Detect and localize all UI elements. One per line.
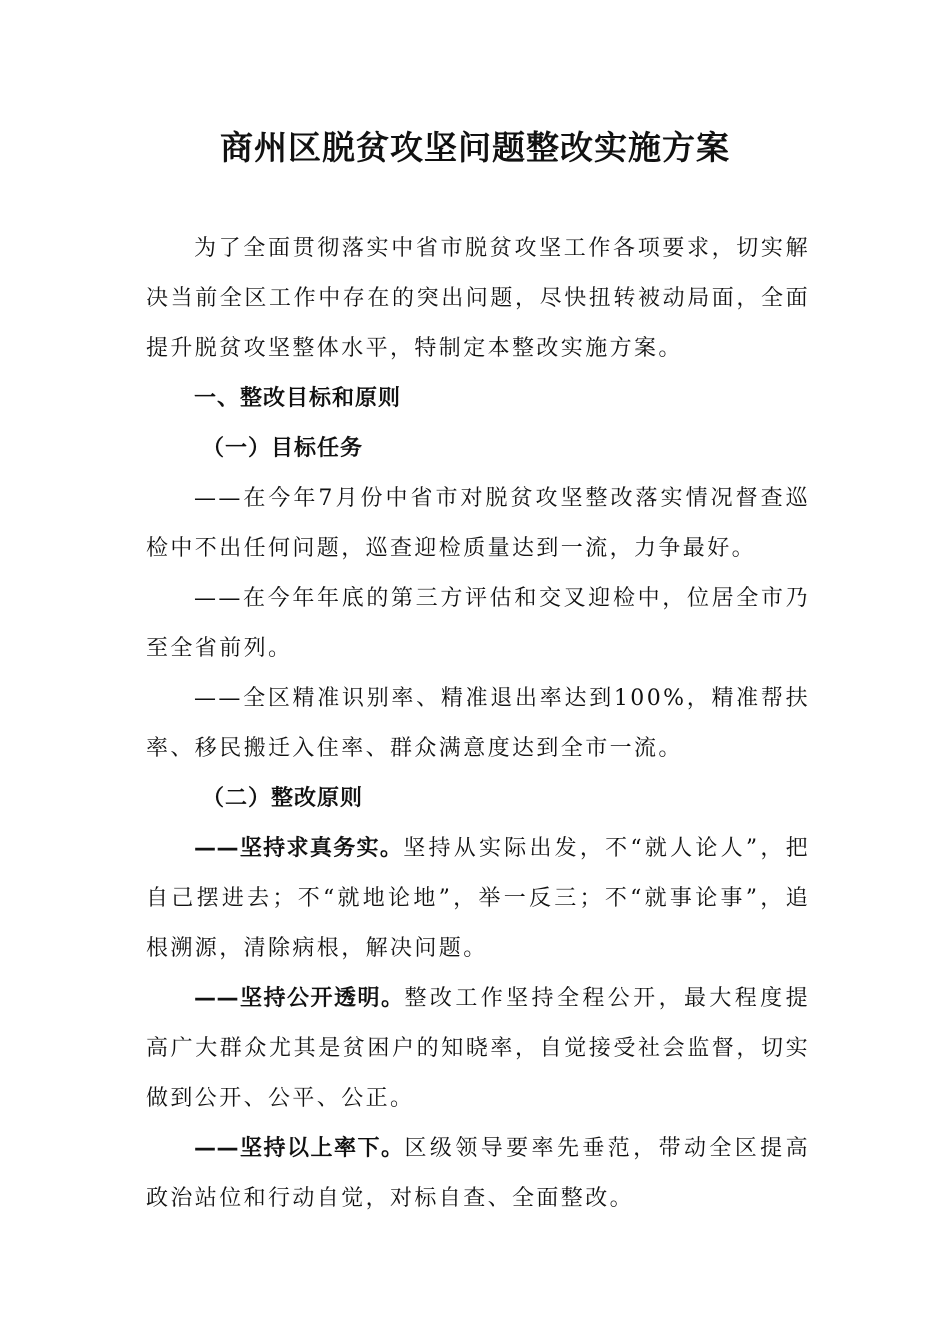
document-title: 商州区脱贫攻坚问题整改实施方案 <box>220 128 730 167</box>
principle-text-1: 坚持从实际出发，不“就人论人”，把自己摆进去；不“就地论地”，举一反三；不“就事论事”，追根溯源，清除病根，解决问题。 <box>146 836 810 961</box>
document-body <box>146 224 810 1224</box>
goal-paragraph-3: ——全区精准识别率、精准退出率达到100%，精准帮扶率、移民搬迁入住率、群众满意度达到全市一流。 <box>146 686 810 761</box>
principle-lead-1: ——坚持求真务实。 <box>194 836 404 861</box>
principle-text-2: 整改工作坚持全程公开，最大程度提高广大群众尤其是贫困户的知晓率，自觉接受社会监督，切实做到公开、公平、公正。 <box>146 986 810 1111</box>
section-heading-goals-principles: 一、整改目标和原则 <box>194 386 402 411</box>
intro-paragraph: 为了全面贯彻落实中省市脱贫攻坚工作各项要求，切实解决当前全区工作中存在的突出问题，尽快扭转被动局面，全面提升脱贫攻坚整体水平，特制定本整改实施方案。 <box>146 236 810 361</box>
principle-text-3: 区级领导要率先垂范，带动全区提高政治站位和行动自觉，对标自查、全面整改。 <box>146 1136 810 1211</box>
principle-lead-2: ——坚持公开透明。 <box>194 986 405 1011</box>
goal-paragraph-1: ——在今年7月份中省市对脱贫攻坚整改落实情况督查巡检中不出任何问题，巡查迎检质量达到一流，力争最好。 <box>146 486 810 561</box>
subsection-heading-principles: （二）整改原则 <box>202 786 364 811</box>
goal-paragraph-2: ——在今年年底的第三方评估和交叉迎检中，位居全市乃至全省前列。 <box>146 586 810 661</box>
principle-paragraph-3 <box>146 1124 810 1224</box>
subsection-heading-targets: （一）目标任务 <box>202 436 364 461</box>
principle-paragraph-1 <box>146 824 810 974</box>
principle-lead-3: ——坚持以上率下。 <box>194 1136 405 1161</box>
principle-paragraph-2 <box>146 974 810 1124</box>
